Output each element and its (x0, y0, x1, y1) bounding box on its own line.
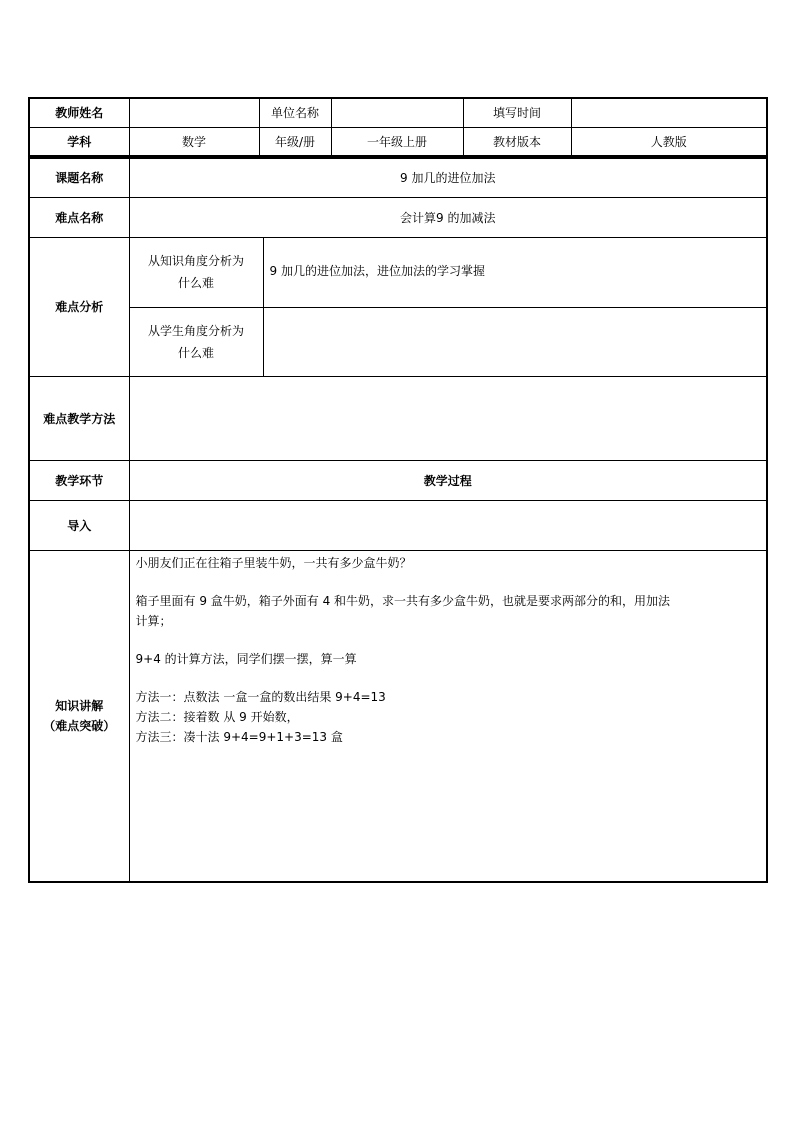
process-label: 教学过程 (129, 460, 767, 500)
explain-line-6: 方法二：接着数 从 9 开始数， (135, 709, 299, 724)
explain-line-7: 方法三：凑十法 9+4=9+1+3=13 盒 (135, 729, 343, 744)
student-angle-value[interactable] (263, 307, 767, 376)
knowledge-angle-label (129, 237, 263, 307)
explain-line-5: 方法一：点数法 一盒一盒的数出结果 9+4=13 (135, 689, 386, 704)
unit-name-label: 单位名称 (259, 98, 331, 127)
header-row-2 (29, 127, 767, 156)
subject-label: 学科 (29, 127, 129, 156)
header-row-1 (29, 98, 767, 127)
subject-value: 数学 (129, 127, 259, 156)
teacher-name-label: 教师姓名 (29, 98, 129, 127)
student-angle-label-line-1: 从学生角度分析为 (147, 323, 244, 338)
method-value[interactable] (129, 376, 767, 460)
teacher-name-field[interactable] (129, 98, 259, 127)
fill-date-field[interactable] (571, 98, 767, 127)
knowledge-angle-value: 9 加几的进位加法，进位加法的学习掌握 (263, 237, 767, 307)
stage-header-row (29, 460, 767, 500)
explain-content (129, 550, 767, 882)
grade-value: 一年级上册 (331, 127, 463, 156)
explain-line-2: 箱子里面有 9 盒牛奶，箱子外面有 4 和牛奶，求一共有多少盒牛奶，也就是要求两部分的和，用加法 (135, 593, 671, 608)
explain-row (29, 550, 767, 882)
unit-name-field[interactable] (331, 98, 463, 127)
explain-label-line-1: 知识讲解 (55, 698, 104, 713)
knowledge-angle-row (29, 237, 767, 307)
edition-label: 教材版本 (463, 127, 571, 156)
header-info-table (28, 97, 768, 157)
explain-line-3: 计算； (135, 613, 172, 628)
method-label: 难点教学方法 (29, 376, 129, 460)
topic-label: 课题名称 (29, 158, 129, 197)
intro-row (29, 500, 767, 550)
fill-date-label: 填写时间 (463, 98, 571, 127)
student-angle-label-line-2: 什么难 (177, 345, 214, 360)
intro-value[interactable] (129, 500, 767, 550)
explain-label-line-2: （难点突破） (43, 718, 116, 733)
difficulty-row (29, 197, 767, 237)
student-angle-label (129, 307, 263, 376)
analysis-label: 难点分析 (29, 237, 129, 376)
intro-label: 导入 (29, 500, 129, 550)
student-angle-row (29, 307, 767, 376)
knowledge-angle-label-line-1: 从知识角度分析为 (147, 254, 244, 268)
explain-line-4: 9+4 的计算方法，同学们摆一摆，算一算 (135, 651, 357, 666)
explain-label (29, 550, 129, 882)
method-row (29, 376, 767, 460)
grade-label: 年级/册 (259, 127, 331, 156)
knowledge-angle-label-line-2: 什么难 (177, 276, 214, 290)
edition-value: 人教版 (571, 127, 767, 156)
topic-row (29, 158, 767, 197)
difficulty-value: 会计算9 的加减法 (129, 197, 767, 237)
stage-label: 教学环节 (29, 460, 129, 500)
explain-line-1: 小朋友们正在往箱子里装牛奶，一共有多少盒牛奶？ (135, 555, 412, 570)
difficulty-label: 难点名称 (29, 197, 129, 237)
lesson-table (28, 157, 768, 883)
topic-value: 9 加几的进位加法 (129, 158, 767, 197)
